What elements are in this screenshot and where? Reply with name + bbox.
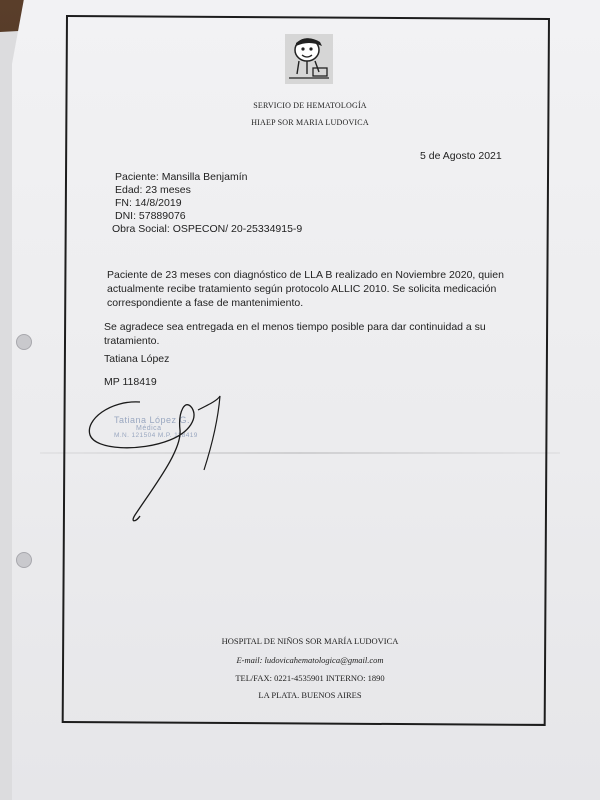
patient-birthdate: FN: 14/8/2019 — [115, 197, 182, 209]
footer-phone: TEL/FAX: 0221-4535901 INTERNO: 1890 — [235, 673, 385, 683]
signer-license: MP 118419 — [104, 376, 157, 388]
punch-hole — [16, 334, 32, 350]
stamp-registration: M.N. 121504 M.P. 118419 — [114, 432, 198, 439]
hospital-heading: HIAEP SOR MARIA LUDOVICA — [251, 118, 369, 127]
diagnosis-paragraph: Paciente de 23 meses con diagnóstico de LLA B realizado en Noviembre 2020, quien actualmente recibe tratamiento según protocolo ALLIC 2010. Se solicita medicación correspondiente a fase de mantenimiento. — [107, 269, 504, 309]
stamp-name: Tatiana López G. — [114, 415, 191, 425]
signer-name: Tatiana López — [104, 353, 170, 365]
footer-hospital: HOSPITAL DE NIÑOS SOR MARÍA LUDOVICA — [221, 636, 399, 646]
patient-age: Edad: 23 meses — [115, 184, 191, 196]
patient-insurance: Obra Social: OSPECON/ 20-25334915-9 — [112, 223, 303, 235]
hospital-logo — [285, 34, 333, 84]
patient-dni: DNI: 57889076 — [115, 210, 186, 222]
request-paragraph: Se agradece sea entregada en el menos tiempo posible para dar continuidad a su tratamiento. — [104, 321, 486, 347]
footer-email: E-mail: ludovicahematologica@gmail.com — [236, 655, 384, 665]
letter-date: 5 de Agosto 2021 — [420, 150, 502, 162]
child-drawing-icon — [285, 34, 333, 84]
footer-city: LA PLATA. BUENOS AIRES — [258, 690, 362, 700]
department-heading: SERVICIO DE HEMATOLOGÍA — [253, 101, 367, 110]
punch-hole — [16, 552, 32, 568]
patient-name: Paciente: Mansilla Benjamín — [115, 171, 248, 183]
stamp-title: Médica — [136, 425, 162, 432]
handwritten-signature — [80, 390, 240, 530]
